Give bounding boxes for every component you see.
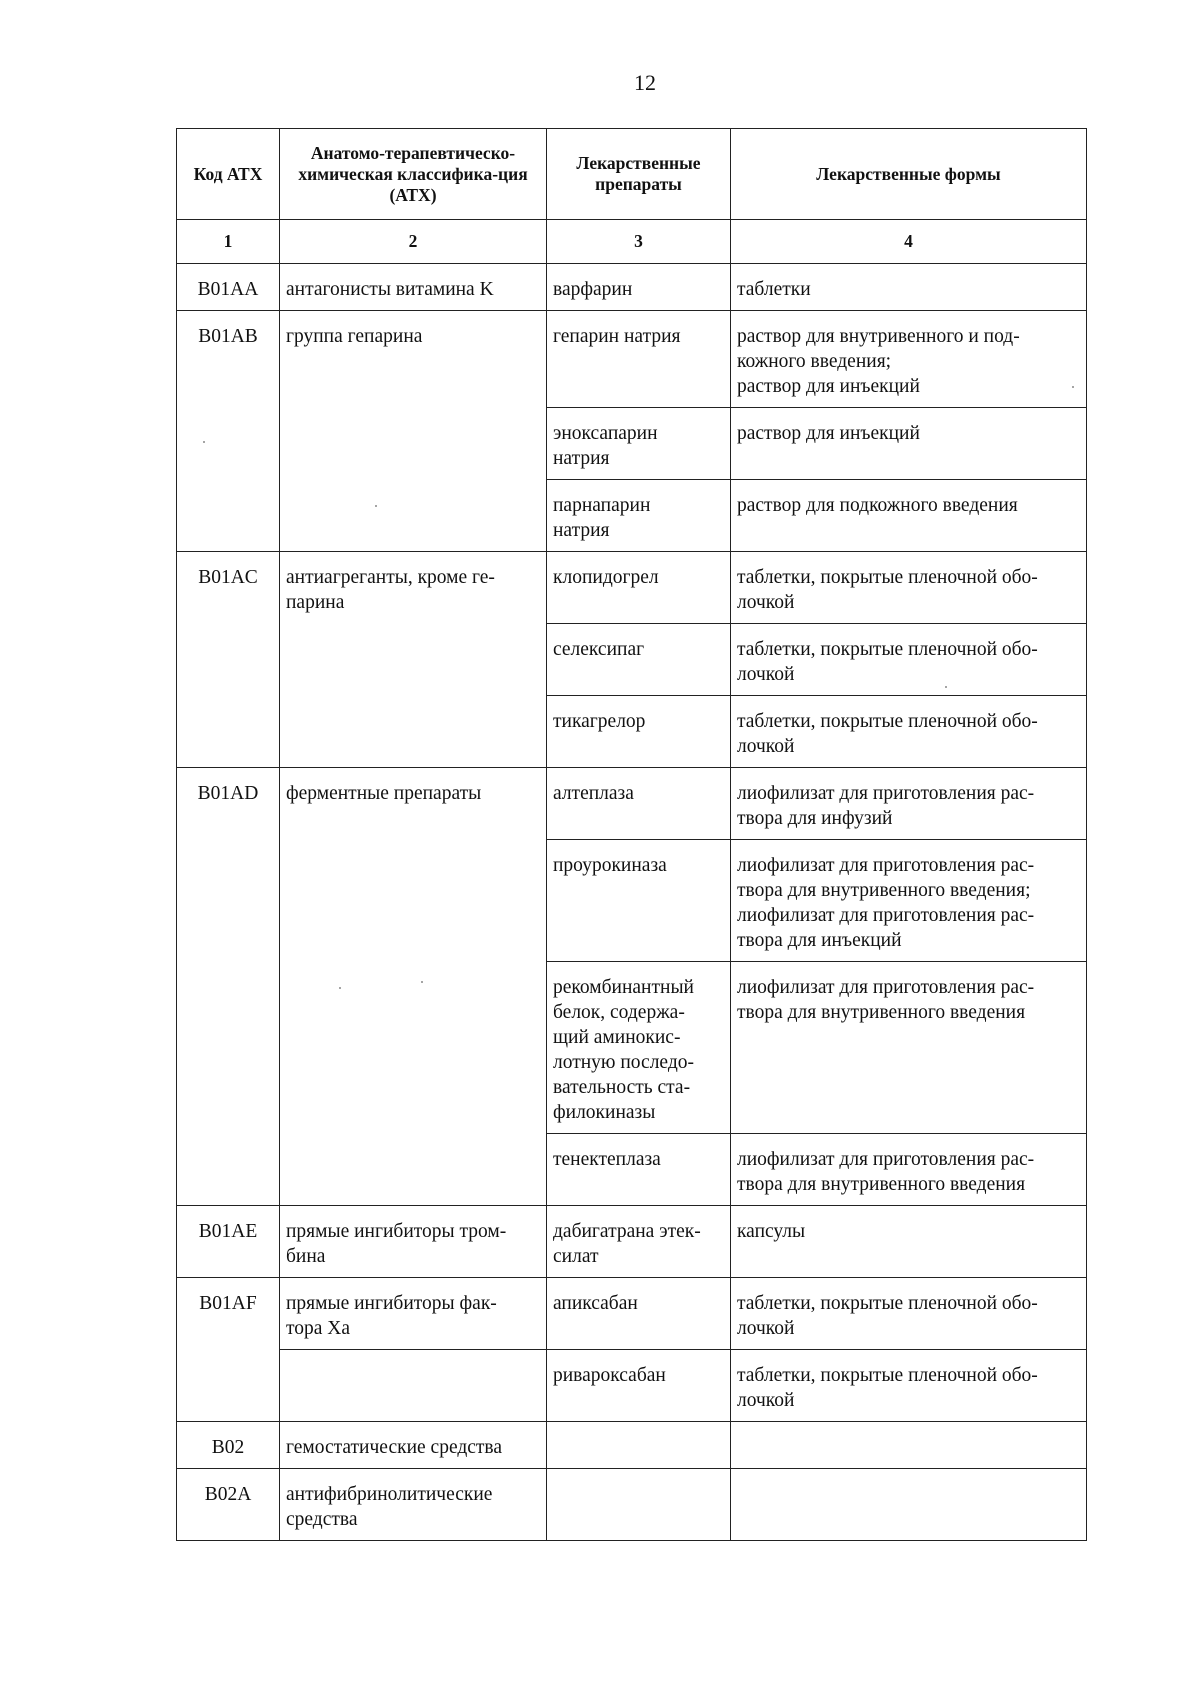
drug-name: варфарин xyxy=(547,264,731,311)
drug-name: ривароксабан xyxy=(547,1350,731,1422)
atx-classification: антифибринолитические средства xyxy=(280,1469,547,1541)
scan-speck xyxy=(203,441,205,443)
scan-speck xyxy=(1072,386,1074,388)
table-row xyxy=(177,264,1087,311)
dosage-form: таблетки, покрытые пленочной обо- лочкой xyxy=(731,696,1087,768)
drug-name xyxy=(547,1469,731,1541)
atx-code: B02A xyxy=(177,1469,280,1541)
drug-name xyxy=(547,1422,731,1469)
header-forms: Лекарственные формы xyxy=(731,129,1087,220)
atx-table xyxy=(176,128,1087,1541)
header-classification: Анатомо-терапевтическо-химическая классифика-ция (АТХ) xyxy=(280,129,547,220)
drug-name: проурокиназа xyxy=(547,840,731,962)
atx-classification: антагонисты витамина K xyxy=(280,264,547,311)
scan-speck xyxy=(945,686,947,688)
table-row xyxy=(177,1278,1087,1350)
dosage-form: лиофилизат для приготовления рас- твора для внутривенного введения; лиофилизат для приготовления рас- твора для инъекций xyxy=(731,840,1087,962)
drug-name: гепарин натрия xyxy=(547,311,731,408)
table-row xyxy=(177,1469,1087,1541)
dosage-form: лиофилизат для приготовления рас- твора для внутривенного введения xyxy=(731,962,1087,1134)
dosage-form: таблетки xyxy=(731,264,1087,311)
drug-name: клопидогрел xyxy=(547,552,731,624)
dosage-form: раствор для внутривенного и под- кожного введения; раствор для инъекций xyxy=(731,311,1087,408)
atx-code: B02 xyxy=(177,1422,280,1469)
atx-code: B01AC xyxy=(177,552,280,768)
column-number: 1 xyxy=(177,220,280,264)
atx-classification: прямые ингибиторы тром- бина xyxy=(280,1206,547,1278)
drug-name: тикагрелор xyxy=(547,696,731,768)
drug-name: дабигатрана этек- силат xyxy=(547,1206,731,1278)
dosage-form: таблетки, покрытые пленочной обо- лочкой xyxy=(731,552,1087,624)
drug-name: тенектеплаза xyxy=(547,1134,731,1206)
dosage-form: таблетки, покрытые пленочной обо- лочкой xyxy=(731,1350,1087,1422)
header-code: Код АТХ xyxy=(177,129,280,220)
atx-code: B01AD xyxy=(177,768,280,1206)
column-number-row xyxy=(177,220,1087,264)
drug-name: эноксапарин натрия xyxy=(547,408,731,480)
atx-code: B01AF xyxy=(177,1278,280,1422)
dosage-form: лиофилизат для приготовления рас- твора для внутривенного введения xyxy=(731,1134,1087,1206)
table-row xyxy=(177,552,1087,624)
table-row xyxy=(177,768,1087,840)
atx-code: B01AB xyxy=(177,311,280,552)
dosage-form: таблетки, покрытые пленочной обо- лочкой xyxy=(731,1278,1087,1350)
drug-name: селексипаг xyxy=(547,624,731,696)
dosage-form: раствор для инъекций xyxy=(731,408,1087,480)
column-number: 3 xyxy=(547,220,731,264)
dosage-form xyxy=(731,1469,1087,1541)
table-row xyxy=(177,1206,1087,1278)
dosage-form xyxy=(731,1422,1087,1469)
dosage-form: лиофилизат для приготовления рас- твора для инфузий xyxy=(731,768,1087,840)
drug-name: парнапарин натрия xyxy=(547,480,731,552)
table-row xyxy=(177,1422,1087,1469)
header-drugs: Лекарственные препараты xyxy=(547,129,731,220)
atx-code: B01AE xyxy=(177,1206,280,1278)
atx-classification: гемостатические средства xyxy=(280,1422,547,1469)
scan-speck xyxy=(421,981,423,983)
drug-name: алтеплаза xyxy=(547,768,731,840)
table-header-row xyxy=(177,129,1087,220)
table-row xyxy=(177,1350,1087,1422)
column-number: 4 xyxy=(731,220,1087,264)
atx-classification: прямые ингибиторы фак- тора Xa xyxy=(280,1278,547,1350)
atx-code: B01AA xyxy=(177,264,280,311)
atx-classification xyxy=(280,1350,547,1422)
atx-classification: группа гепарина xyxy=(280,311,547,552)
dosage-form: таблетки, покрытые пленочной обо- лочкой xyxy=(731,624,1087,696)
dosage-form: раствор для подкожного введения xyxy=(731,480,1087,552)
scan-speck xyxy=(339,987,341,989)
page-number: 12 xyxy=(634,70,656,95)
atx-classification: антиагреганты, кроме ге- парина xyxy=(280,552,547,768)
column-number: 2 xyxy=(280,220,547,264)
scan-speck xyxy=(375,505,377,507)
table-row xyxy=(177,311,1087,408)
dosage-form: капсулы xyxy=(731,1206,1087,1278)
drug-name: рекомбинантный белок, содержа- щий аминокис- лотную последо- вательность ста- филокиназы xyxy=(547,962,731,1134)
drug-name: апиксабан xyxy=(547,1278,731,1350)
atx-classification: ферментные препараты xyxy=(280,768,547,1206)
